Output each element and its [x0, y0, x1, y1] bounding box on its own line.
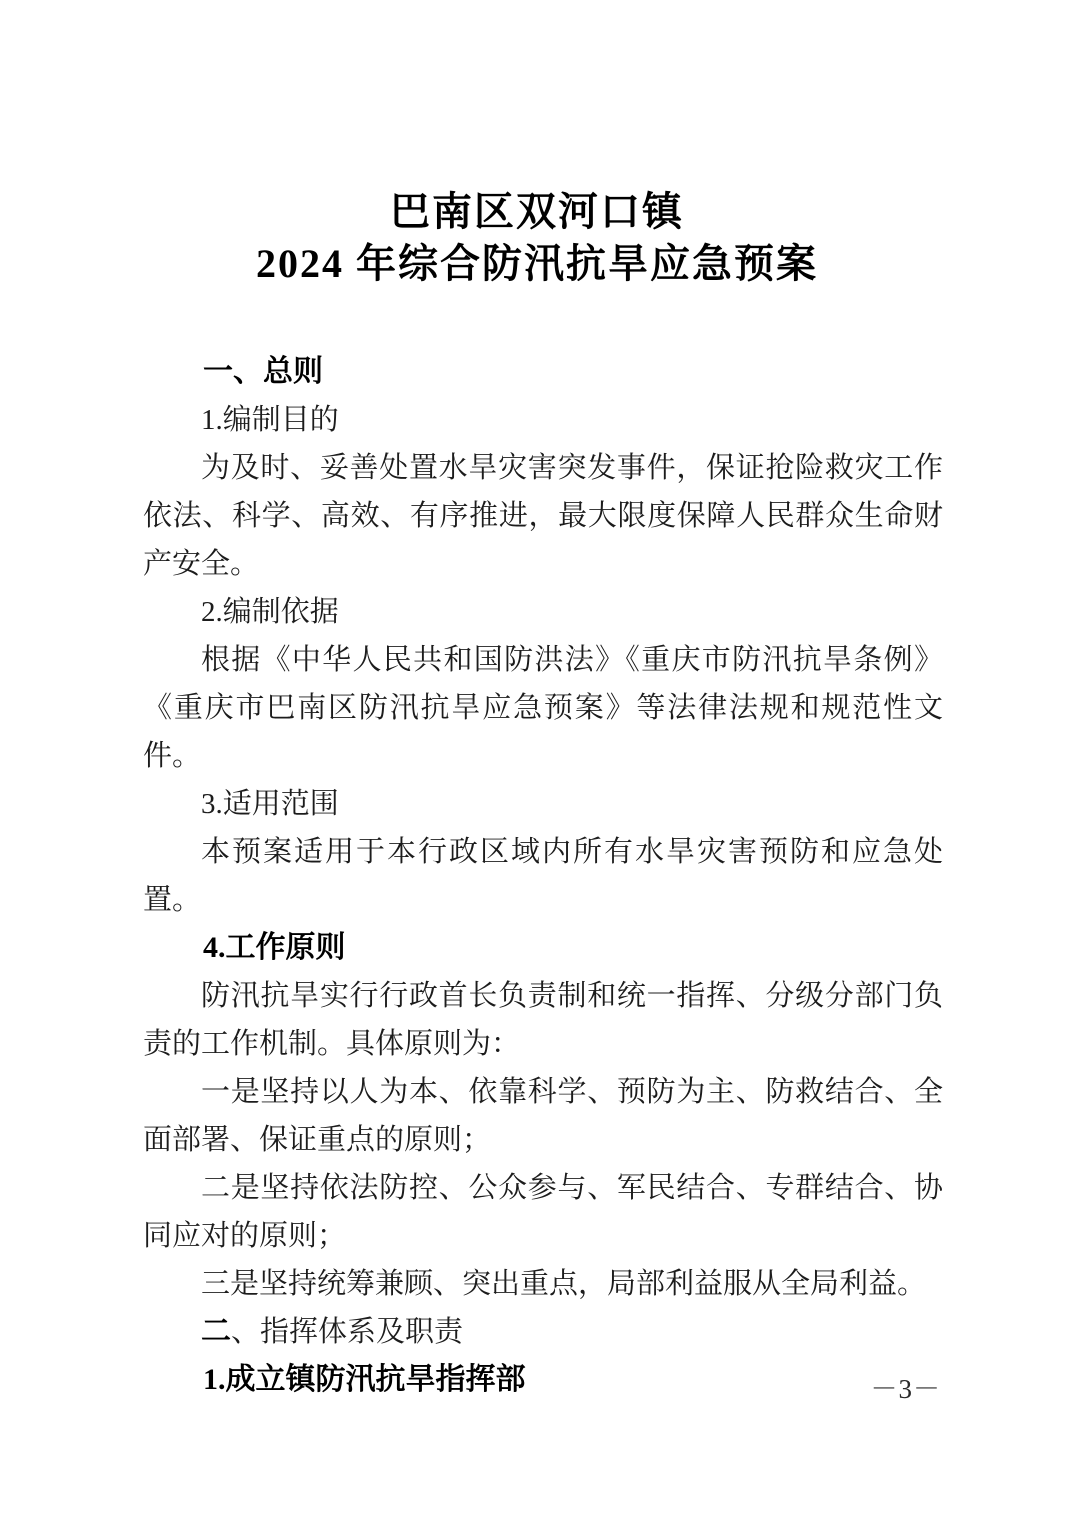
subheading-work-principles: 4.工作原则 [203, 931, 346, 964]
paragraph-principles-intro: 防汛抗旱实行行政首长负责制和统一指挥、分级分部门负责的工作机制。具体原则为： [143, 980, 943, 1060]
section-heading-general-rules: 一、总则 [203, 355, 323, 388]
document-title [0, 0, 1074, 290]
document-body [143, 348, 943, 1404]
paragraph-principle-two: 二是坚持依法防控、公众参与、军民结合、专群结合、协同应对的原则； [143, 1172, 943, 1252]
subheading-compilation-basis: 2.编制依据 [201, 596, 339, 628]
paragraph-principle-one: 一是坚持以人为本、依靠科学、预防为主、防救结合、全面部署、保证重点的原则； [143, 1076, 943, 1156]
paragraph-basis: 根据《中华人民共和国防洪法》《重庆市防汛抗旱条例》《重庆市巴南区防汛抗旱应急预案》等法律法规和规范性文件。 [143, 644, 943, 772]
subheading-establish-headquarters: 1.成立镇防汛抗旱指挥部 [203, 1363, 526, 1396]
title-line-2: 2024 年综合防汛抗旱应急预案 [256, 241, 818, 286]
paragraph-principle-three: 三是坚持统筹兼顾、突出重点，局部利益服从全局利益。 [201, 1268, 927, 1300]
subheading-compilation-purpose: 1.编制目的 [201, 404, 339, 436]
title-line-1: 巴南区双河口镇 [390, 189, 684, 234]
page-number: －3－ [870, 1374, 941, 1404]
section-heading-command-system [143, 1308, 943, 1356]
subheading-scope: 3.适用范围 [201, 788, 339, 820]
heading-regular-text: 、指挥体系及职责 [231, 1316, 464, 1348]
heading-bold-numeral: 二 [201, 1315, 231, 1348]
paragraph-purpose: 为及时、妥善处置水旱灾害突发事件，保证抢险救灾工作依法、科学、高效、有序推进，最大限度保障人民群众生命财产安全。 [143, 452, 943, 580]
paragraph-scope: 本预案适用于本行政区域内所有水旱灾害预防和应急处置。 [143, 836, 943, 916]
